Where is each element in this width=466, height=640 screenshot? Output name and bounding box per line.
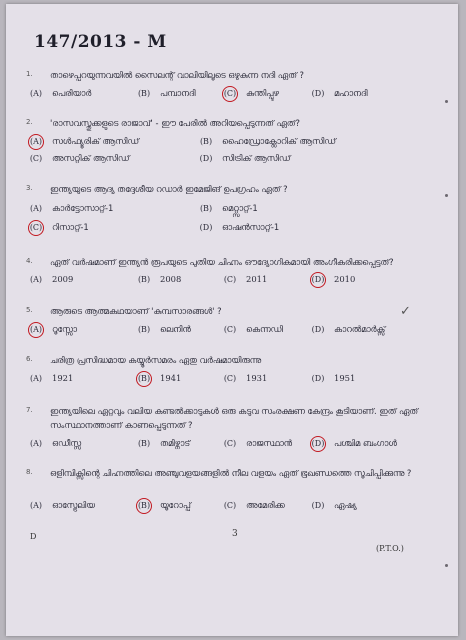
option-c: (C) അസറ്റിക് ആസിഡ്	[29, 153, 130, 163]
question-number: 8.	[26, 468, 33, 476]
option-b: (B) പമ്പാനദി	[137, 88, 196, 98]
question-number: 2.	[26, 118, 33, 126]
question-text: താഴെപ്പറയുന്നവയിൽ സൈലന്റ് വാലിയിലൂടെ ഒഴുകുന്ന നദി ഏത് ?	[50, 70, 304, 80]
paper-code-title: 147/2013 - M	[34, 32, 167, 52]
option-d-marked: (D) പശ്ചിമ ബംഗാൾ	[311, 438, 397, 448]
option-a: (A) 2009	[29, 274, 74, 284]
option-d: (D) കാറൽമാർക്സ്	[311, 324, 386, 334]
option-a: (A) ഓസ്ട്രേലിയ	[29, 500, 95, 510]
option-b: (B) ഹൈഡ്രോക്ലോറിക് ആസിഡ്	[199, 136, 336, 146]
option-b: (B) ലെനിൻ	[137, 324, 191, 334]
option-d-marked: (D) 2010	[311, 274, 356, 284]
option-c: (C) അമേരിക്ക	[223, 500, 285, 510]
please-turn-over: (P.T.O.)	[376, 544, 404, 553]
option-a: (A) 1921	[29, 373, 74, 383]
question-text: ആരുടെ ആത്മകഥയാണ് 'കുമ്പസാരങ്ങൾ' ?	[50, 306, 222, 316]
question-text: ഒളിമ്പിക്സിന്റെ ചിഹ്നത്തിലെ അഞ്ചുവളയങ്ങളിൽ നീല വളയം ഏത് ഭൂഖണ്ഡത്തെ സൂചിപ്പിക്കുന്നു ?	[50, 468, 412, 478]
exam-page	[6, 4, 458, 636]
question-text: ഇന്ത്യയുടെ ആദ്യ തദ്ദേശീയ റഡാർ ഇമേജിങ് ഉപഗ്രഹം ഏത് ?	[50, 184, 288, 194]
tick-mark: ✓	[400, 304, 411, 319]
punch-dot	[445, 564, 448, 567]
option-d: (D) മഹാനദി	[311, 88, 368, 98]
option-d: (D) സിട്രിക് ആസിഡ്	[199, 153, 291, 163]
option-c: (C) രാജസ്ഥാൻ	[223, 438, 293, 448]
option-a-marked: (A) റൂസ്സോ	[29, 324, 77, 334]
page-number: 3	[232, 529, 238, 539]
question-text: 'രാസവസ്തുക്കളുടെ രാജാവ്' - ഈ പേരിൽ അറിയപ്പെടുന്നത് ഏത്?	[50, 118, 300, 128]
option-d: (D) ഏഷ്യ	[311, 500, 357, 510]
question-text: ഏത് വർഷമാണ് ഇന്ത്യൻ രൂപയുടെ പുതിയ ചിഹ്നം ഔദ്യോഗികമായി അംഗീകരിക്കപ്പെട്ടത്?	[50, 257, 394, 267]
option-b-marked: (B) യൂറോപ്പ്	[137, 500, 191, 510]
option-b: (B) തമിഴ്നാട്	[137, 438, 191, 448]
option-d: (D) 1951	[311, 373, 356, 383]
option-a: (A) കാർട്ടോസാറ്റ്-1	[29, 203, 114, 213]
question-text: ചരിത്ര പ്രസിദ്ധമായ കയ്യൂർസമരം ഏതു വർഷമായിരുന്നു	[50, 355, 262, 365]
option-c: (C) 1931	[223, 373, 268, 383]
question-number: 5.	[26, 306, 33, 314]
question-number: 6.	[26, 355, 33, 363]
option-b: (B) 2008	[137, 274, 182, 284]
punch-dot	[445, 100, 448, 103]
option-c-marked: (C) കുന്തിപ്പുഴ	[223, 88, 279, 98]
question-number: 7.	[26, 406, 33, 414]
question-number: 4.	[26, 257, 33, 265]
question-number: 3.	[26, 184, 33, 192]
option-a: (A) ഒഡീസ്സ	[29, 438, 82, 448]
option-b: (B) മെറ്റ്സാറ്റ്-1	[199, 203, 258, 213]
question-text: ഇന്ത്യയിലെ ഏറ്റവും വലിയ കണ്ടൽക്കാടുകൾ ഒരു കടുവ സംരക്ഷണ കേന്ദ്രം കൂടിയാണ്. ഇത് ഏത് സംസ്ഥാനത്താണ് കാണപ്പെടുന്നത് ?	[50, 406, 419, 430]
option-c-marked: (C) റിസാറ്റ്-1	[29, 222, 89, 232]
question-number: 1.	[26, 70, 33, 78]
option-d: (D) ഓഷൻസാറ്റ്-1	[199, 222, 280, 232]
option-a: (A) പെരിയാർ	[29, 88, 92, 98]
option-b-marked: (B) 1941	[137, 373, 182, 383]
option-c: (C) കെന്നഡി	[223, 324, 283, 334]
option-a-marked: (A) സൾഫ്യൂരിക് ആസിഡ്	[29, 136, 139, 146]
option-c: (C) 2011	[223, 274, 268, 284]
punch-dot	[445, 194, 448, 197]
set-code: D	[30, 532, 37, 541]
